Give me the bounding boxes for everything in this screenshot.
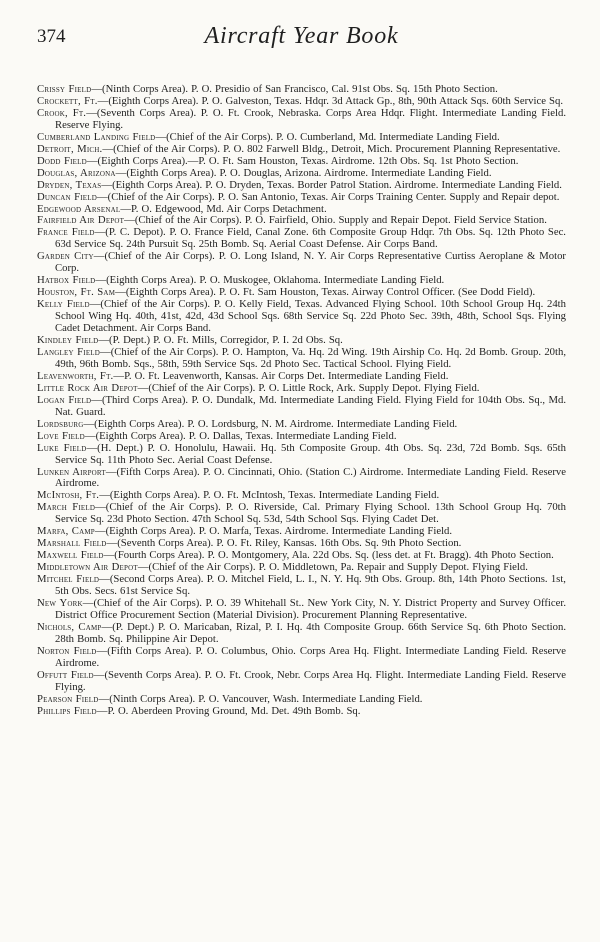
entry-name: Middletown Air Depot: [37, 561, 138, 574]
entry-name: Mitchel Field: [37, 573, 100, 586]
entry-text: —(Seventh Corps Area). P. O. Ft. Crook, Nebraska. Corps Area Hdqr. Flight. Intermediate Landing Field. Reserve Flying.: [55, 106, 566, 131]
entry-text: —(Chief of the Air Corps). P. O. Middletown, Pa. Repair and Supply Depot. Flying Field.: [137, 561, 528, 574]
entry-name: France Field: [37, 226, 95, 239]
directory-entry: [37, 622, 566, 646]
entry-name: Duncan Field: [37, 190, 97, 203]
entry-text: —(Eighth Corps Area). P. O. Galveston, Texas. Hdqr. 3d Attack Gp., 8th, 90th Attack Sqs. 60th Service Sq.: [97, 94, 564, 107]
entry-name: Love Field: [37, 429, 85, 442]
entry-name: Nichols, Camp: [37, 620, 102, 633]
entry-text: —(Eighth Corps Area). P. O. Lordsburg, N. M. Airdrome. Intermediate Landing Field.: [83, 417, 458, 430]
entry-name: March Field: [37, 501, 96, 514]
entry-text: —(Eighth Corps Area).—P. O. Ft. Sam Houston, Texas. Airdrome. 12th Obs. Sq. 1st Photo Section.: [86, 154, 519, 167]
directory-entries: [37, 84, 566, 718]
entry-text: —P. O. Aberdeen Proving Ground, Md. Det. 49th Bomb. Sq.: [96, 704, 361, 717]
entry-name: Hatbox Field: [37, 274, 96, 287]
entry-name: Garden City: [37, 250, 94, 263]
running-title: Aircraft Year Book: [204, 23, 399, 49]
directory-entry: [37, 646, 566, 670]
entry-text: —(Chief of the Air Corps). P. O. Hampton, Va. Hq. 2d Wing. 19th Airship Co. Hq. 2d Bomb. Group. 20th, 49th, 96th Bomb. Sqs., 58th, 59th Service Sqs. 2d Photo Sec. Tactical School. Flying Field.: [55, 345, 567, 370]
entry-text: —(Eighth Corps Area). P. O. Muskogee, Oklahoma. Intermediate Landing Field.: [95, 274, 445, 287]
directory-entry: [37, 108, 566, 132]
entry-name: Crook, Ft.: [37, 106, 87, 119]
entry-text: —(Chief of the Air Corps). P. O. Little Rock, Ark. Supply Depot. Flying Field.: [137, 381, 480, 394]
entry-name: Offutt Field: [37, 668, 94, 681]
entry-name: Dryden, Texas: [37, 178, 102, 191]
entry-text: —(P. Dept.) P. O. Ft. Mills, Corregidor, P. I. 2d Obs. Sq.: [98, 334, 343, 347]
entry-text: —(Chief of the Air Corps). P. O. Fairfield, Ohio. Supply and Repair Depot. Field Service Station.: [124, 214, 547, 227]
directory-entry: [37, 706, 566, 718]
entry-text: —P. O. Ft. Leavenworth, Kansas. Air Corps Det. Intermediate Landing Field.: [113, 369, 449, 382]
entry-name: Pearson Field: [37, 692, 99, 705]
directory-entry: [37, 347, 566, 371]
directory-entry: [37, 598, 566, 622]
entry-text: —(Seventh Corps Area). P. O. Ft. Riley, Kansas. 16th Obs. Sq. 9th Photo Section.: [106, 537, 462, 550]
entry-name: Fairfield Air Depot: [37, 214, 125, 227]
entry-text: —(Eighth Corps Area). P. O. Ft. Sam Houston, Texas. Airway Control Officer. (See Dodd Field).: [115, 286, 536, 299]
entry-name: Detroit, Mich.: [37, 142, 103, 155]
entry-text: —(P. C. Depot). P. O. France Field, Canal Zone. 6th Composite Group Hdqr. 7th Obs. Sq. 12th Photo Sec. 63d Service Sq. 24th Pursuit Sq. 25th Bomb. Sq. Aerial Coast Defense. Air Corps Band.: [55, 226, 566, 251]
directory-entry: [37, 395, 566, 419]
page-header: [37, 22, 566, 58]
directory-entry: [37, 299, 566, 335]
entry-text: —(Seventh Corps Area). P. O. Ft. Crook, Nebr. Corps Area Hq. Flight. Intermediate Landing Field. Reserve Flying.: [55, 668, 566, 693]
entry-text: —(Third Corps Area). P. O. Dundalk, Md. Intermediate Landing Field. Flying Field for 104th Obs. Sq., Md. Nat. Guard.: [55, 393, 567, 418]
entry-name: Lunken Airport: [37, 465, 106, 478]
directory-entry: [37, 502, 566, 526]
entry-name: Kindley Field: [37, 334, 99, 347]
entry-text: —(Chief of the Air Corps). P. O. Long Island, N. Y. Air Corps Representative Curtiss Aeroplane & Motor Corp.: [55, 250, 566, 275]
entry-text: —(Ninth Corps Area). P. O. Presidio of San Francisco, Cal. 91st Obs. Sq. 15th Photo Section.: [91, 83, 498, 95]
entry-name: Edgewood Arsenal: [37, 202, 121, 215]
entry-name: Houston, Ft. Sam: [37, 286, 116, 299]
entry-name: Crissy Field: [37, 83, 92, 95]
entry-name: Luke Field: [37, 441, 87, 454]
entry-name: Dodd Field: [37, 154, 87, 167]
entry-name: Kelly Field: [37, 298, 90, 311]
entry-name: Lordsburg: [37, 417, 84, 430]
entry-name: Logan Field: [37, 393, 92, 406]
entry-name: Langley Field: [37, 345, 101, 358]
entry-name: Little Rock Air Depot: [37, 381, 138, 394]
entry-name: Leavenworth, Ft.: [37, 369, 114, 382]
entry-text: —(P. Dept.) P. O. Maricaban, Rizal, P. I. Hq. 4th Composite Group. 66th Service Sq. 6th Photo Section. 28th Bomb. Sq. Philippine Air Depot.: [55, 620, 566, 645]
entry-name: Maxwell Field: [37, 549, 104, 562]
entry-text: —(Eighth Corps Area). P. O. Dallas, Texas. Intermediate Landing Field.: [84, 429, 397, 442]
directory-entry: [37, 443, 566, 467]
entry-name: New York: [37, 596, 83, 609]
entry-name: McIntosh, Ft.: [37, 489, 100, 502]
entry-name: Douglas, Arizona: [37, 166, 116, 179]
entry-text: —(Eighth Corps Area). P. O. Marfa, Texas. Airdrome. Intermediate Landing Field.: [94, 525, 453, 538]
entry-text: —(Chief of the Air Corps). P. O. Cumberland, Md. Intermediate Landing Field.: [155, 130, 500, 143]
entry-text: —(Eighth Corps Area). P. O. Douglas, Arizona. Airdrome. Intermediate Landing Field.: [115, 166, 492, 179]
entry-text: —(Chief of the Air Corps). P. O. 39 Whitehall St.. New York City, N. Y. District Property and Survey Officer. District Office Procurement Section (Material Division). Procurement Planning Representative.: [55, 596, 567, 621]
entry-name: Cumberland Landing Field: [37, 130, 156, 143]
directory-entry: [37, 251, 566, 275]
entry-text: —(Chief of the Air Corps). P. O. San Antonio, Texas. Air Corps Training Center. Supply and Repair depot.: [96, 190, 560, 203]
entry-text: —(Second Corps Area). P. O. Mitchel Field, L. I., N. Y. Hq. 9th Obs. Group. 8th, 14th Photo Sections. 1st, 5th Obs. Secs. 61st Service Sq.: [55, 573, 566, 598]
entry-text: —(Fifth Corps Area). P. O. Columbus, Ohio. Corps Area Hq. Flight. Intermediate Landing Field. Reserve Airdrome.: [55, 644, 566, 669]
directory-entry: [37, 574, 566, 598]
entry-text: —(Chief of the Air Corps). P. O. Kelly Field, Texas. Advanced Flying School. 10th School Group Hq. 24th School Wing Hq. 40th, 41st, 42d, 43d School Sqs. 68th Service Sq. 22d Photo Sec. 39th, 48th, School Sqs. Flying Cadet Detachment. Air Corps Band.: [55, 298, 566, 335]
entry-text: —(Chief of the Air Corps). P. O. Riverside, Cal. Primary Flying School. 13th School Group Hq. 70th Service Sq. 23d Photo Section. 47th School Sq. 53d, 54th School Sqs. Flying Cadet Det.: [55, 501, 566, 526]
entry-text: —(Fifth Corps Area). P. O. Cincinnati, Ohio. (Station C.) Airdrome. Intermediate Landing Field. Reserve Airdrome.: [55, 465, 566, 490]
entry-text: —(Eighth Corps Area). P. O. Ft. McIntosh, Texas. Intermediate Landing Field.: [99, 489, 440, 502]
directory-entry: [37, 670, 566, 694]
entry-name: Crockett, Ft.: [37, 94, 98, 107]
entry-text: —(Ninth Corps Area). P. O. Vancouver, Wash. Intermediate Landing Field.: [98, 692, 423, 705]
entry-name: Phillips Field: [37, 704, 97, 717]
entry-name: Marfa, Camp: [37, 525, 95, 538]
directory-entry: [37, 227, 566, 251]
entry-name: Marshall Field: [37, 537, 107, 550]
directory-entry: [37, 467, 566, 491]
entry-text: —(Eighth Corps Area). P. O. Dryden, Texas. Border Patrol Station. Airdrome. Intermediate Landing Field.: [101, 178, 562, 191]
entry-text: —(Chief of the Air Corps). P. O. 802 Farwell Bldg., Detroit, Mich. Procurement Planning Representative.: [102, 142, 561, 155]
page-number: 374: [37, 26, 66, 47]
entry-text: —P. O. Edgewood, Md. Air Corps Detachment.: [120, 202, 327, 215]
entry-text: —(Fourth Corps Area). P. O. Montgomery, Ala. 22d Obs. Sq. (less det. at Ft. Bragg). 4th Photo Section.: [103, 549, 554, 562]
entry-name: Norton Field: [37, 644, 97, 657]
entry-text: —(H. Dept.) P. O. Honolulu, Hawaii. Hq. 5th Composite Group. 4th Obs. Sq. 23d, 72d Bomb. Sqs. 65th Service Sq. 11th Photo Sec. Aerial Coast Defense.: [55, 441, 566, 466]
